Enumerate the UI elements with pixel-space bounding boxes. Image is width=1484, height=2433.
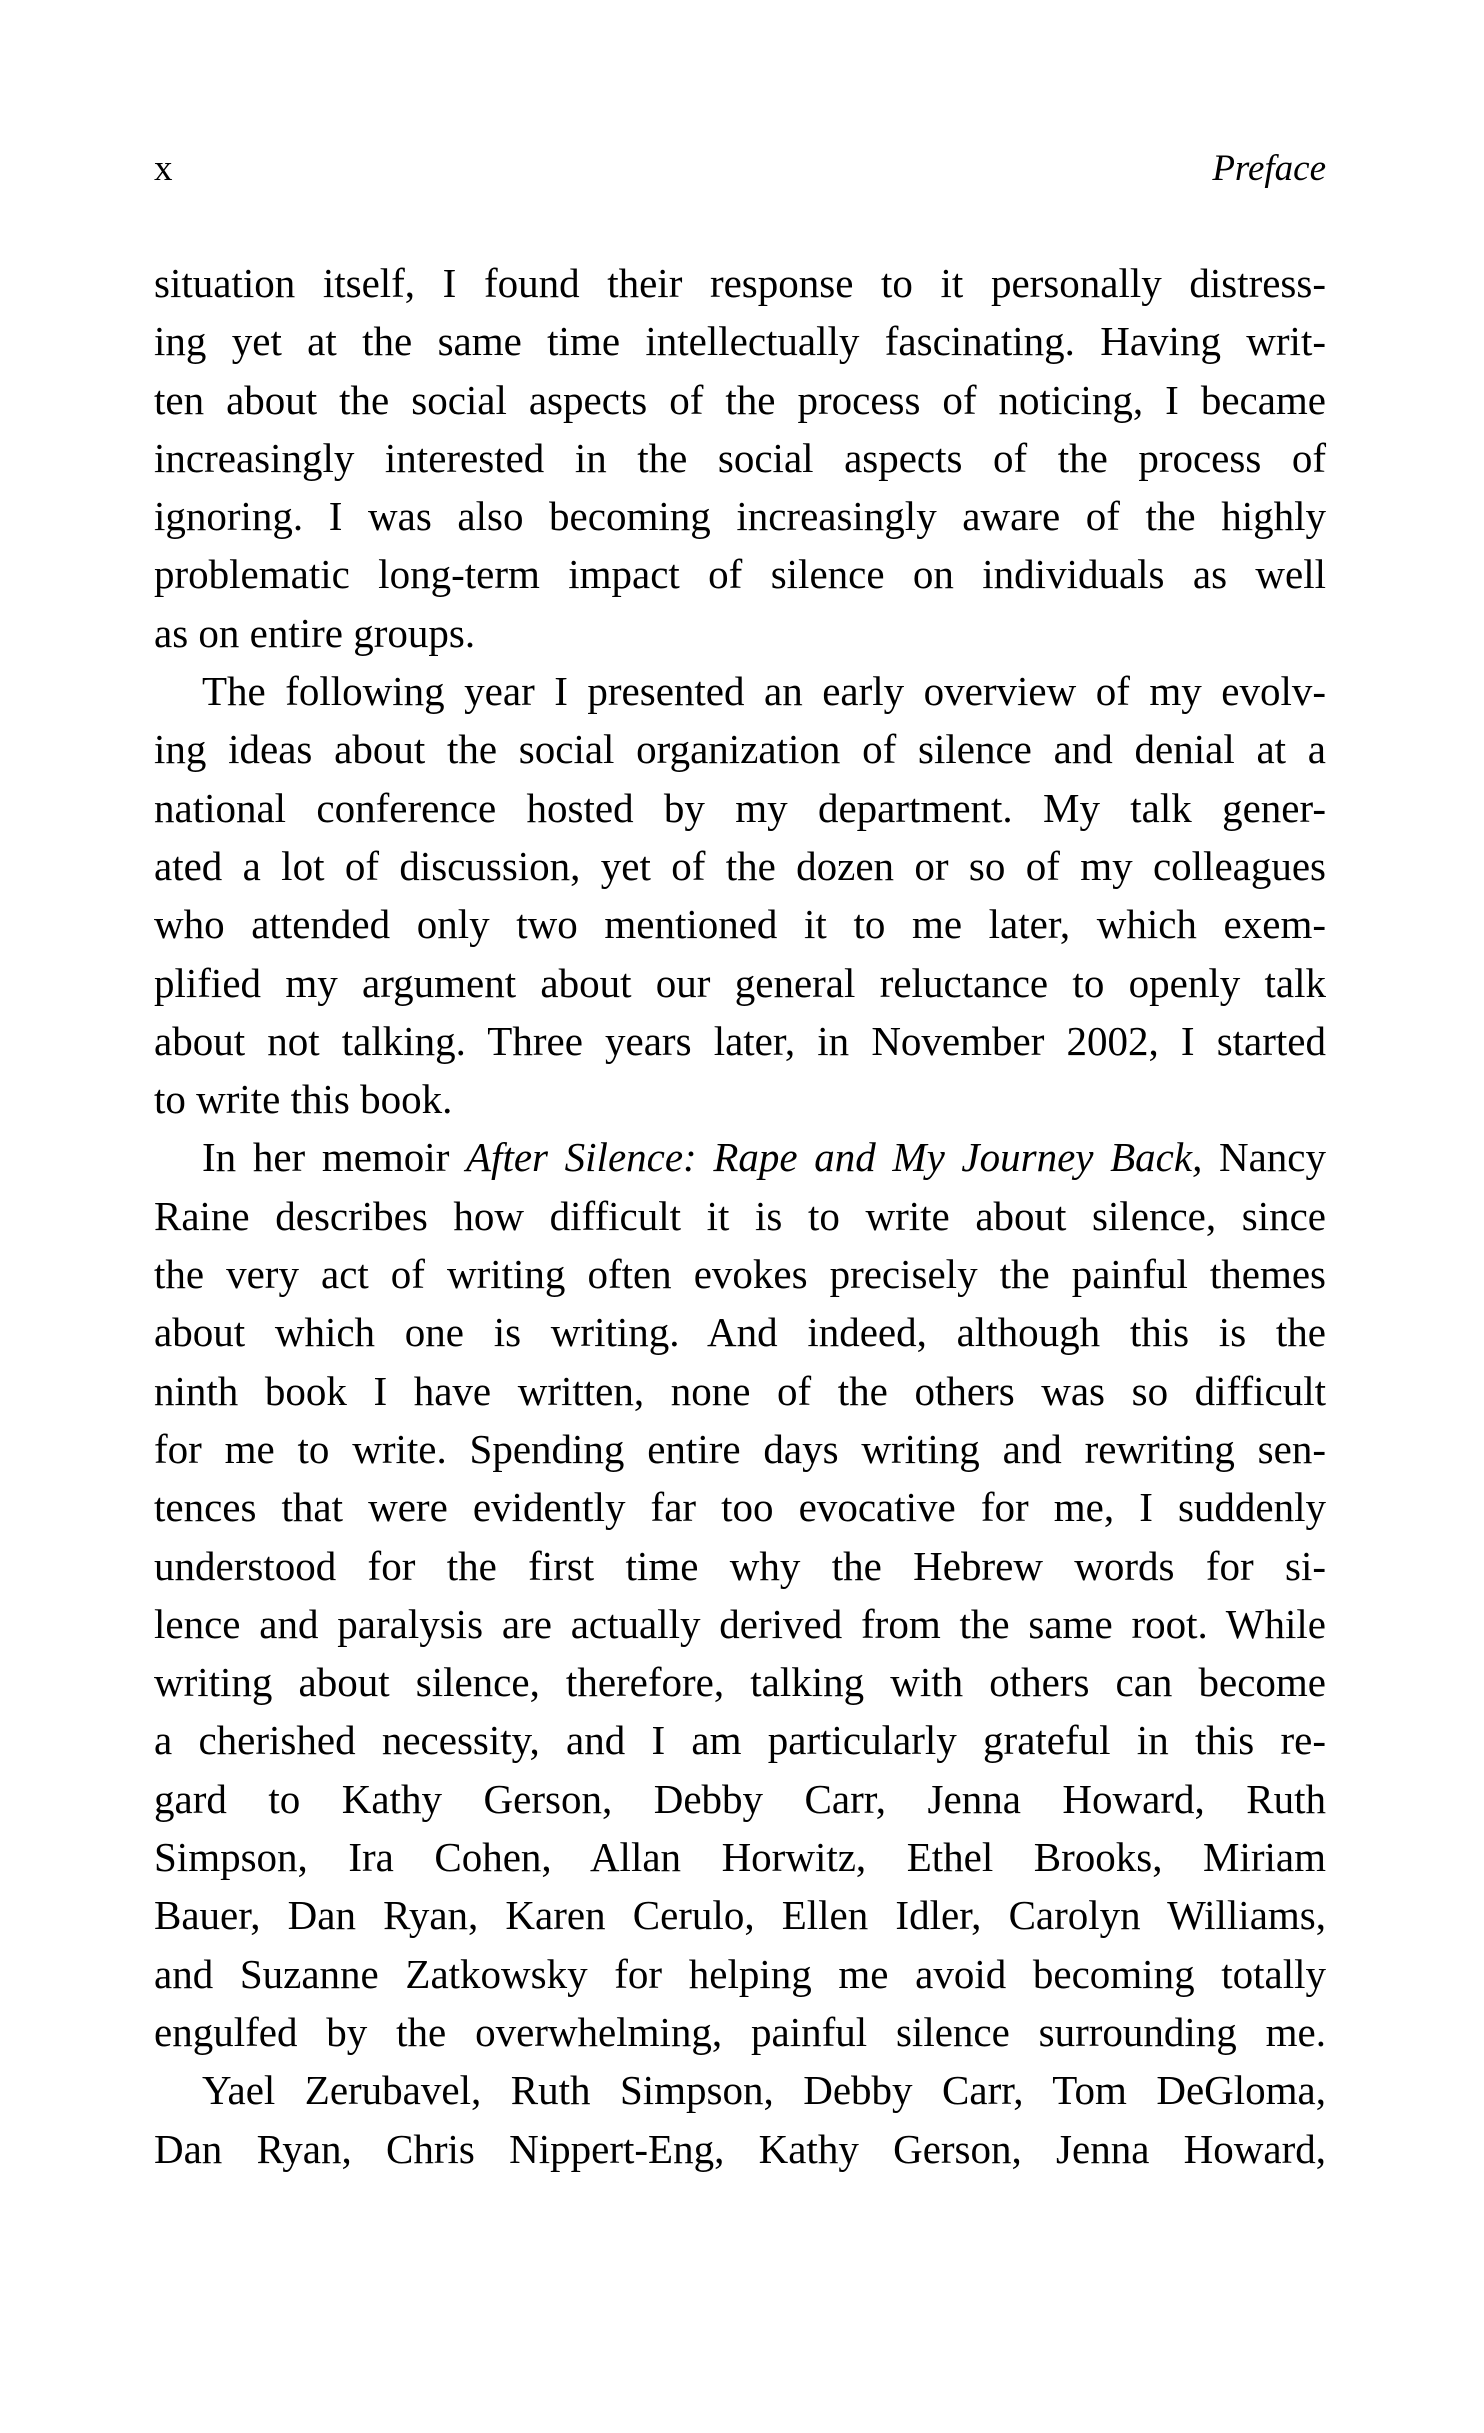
text-line: problematic long-term impact of silence on individuals as well [154,551,1326,598]
text-line: tences that were evidently far too evocative for me, I suddenly [154,1484,1326,1531]
text-line: Dan Ryan, Chris Nippert-Eng, Kathy Gerson, Jenna Howard, [154,2125,1326,2172]
text-line: the very act of writing often evokes precisely the painful themes [154,1251,1326,1298]
book-title: After Silence: Rape and My Journey Back, [466,1134,1203,1181]
text-line: Yael Zerubavel, Ruth Simpson, Debby Carr, Tom DeGloma, [202,2067,1326,2114]
paragraph-4 [154,2061,1326,2178]
text-line: lence and paralysis are actually derived from the same root. While [154,1600,1326,1647]
text-line: ing yet at the same time intellectually fascinating. Having writ- [154,318,1326,365]
text-line: engulfed by the overwhelming, painful silence surrounding me. [154,2008,1326,2055]
text-line: Simpson, Ira Cohen, Allan Horwitz, Ethel Brooks, Miriam [154,1834,1326,1881]
body-text [154,254,1326,2178]
text-line: ignoring. I was also becoming increasingly aware of the highly [154,493,1326,540]
text-line: increasingly interested in the social aspects of the process of [154,434,1326,481]
text-line: plified my argument about our general reluctance to openly talk [154,959,1326,1006]
text-line: national conference hosted by my department. My talk gener- [154,784,1326,831]
page-number: x [154,148,173,189]
section-title: Preface [1212,148,1326,189]
running-head [154,144,1326,194]
text-line: about not talking. Three years later, in November 2002, I started [154,1017,1326,1064]
text-line: Raine describes how difficult it is to write about silence, since [154,1192,1326,1239]
text-fragment: Nancy [1202,1134,1326,1181]
text-line-with-title [154,1128,1326,1186]
text-line: for me to write. Spending entire days writing and rewriting sen- [154,1425,1326,1472]
text-line: about which one is writing. And indeed, although this is the [154,1309,1326,1356]
paragraph-1 [154,254,1326,662]
text-line: situation itself, I found their response to it personally distress- [154,260,1326,306]
text-line: ten about the social aspects of the process of noticing, I became [154,376,1326,423]
text-line: gard to Kathy Gerson, Debby Carr, Jenna Howard, Ruth [154,1775,1326,1822]
text-line: as on entire groups. [154,609,476,656]
text-line: to write this book. [154,1076,453,1123]
text-line: ninth book I have written, none of the others was so difficult [154,1367,1326,1414]
text-line: The following year I presented an early overview of my evolv- [202,668,1326,715]
text-line: ing ideas about the social organization of silence and denial at a [154,726,1326,773]
text-line: Bauer, Dan Ryan, Karen Cerulo, Ellen Idler, Carolyn Williams, [154,1892,1326,1939]
text-line: a cherished necessity, and I am particularly grateful in this re- [154,1717,1326,1764]
text-fragment: In her memoir [202,1134,467,1181]
paragraph-2 [154,662,1326,1128]
paragraph-3 [154,1128,1326,2061]
text-line: and Suzanne Zatkowsky for helping me avoid becoming totally [154,1950,1326,1997]
text-line: understood for the first time why the Hebrew words for si- [154,1542,1326,1589]
text-line: ated a lot of discussion, yet of the dozen or so of my colleagues [154,842,1326,889]
text-line: who attended only two mentioned it to me later, which exem- [154,901,1326,948]
text-line: writing about silence, therefore, talking with others can become [154,1659,1326,1706]
